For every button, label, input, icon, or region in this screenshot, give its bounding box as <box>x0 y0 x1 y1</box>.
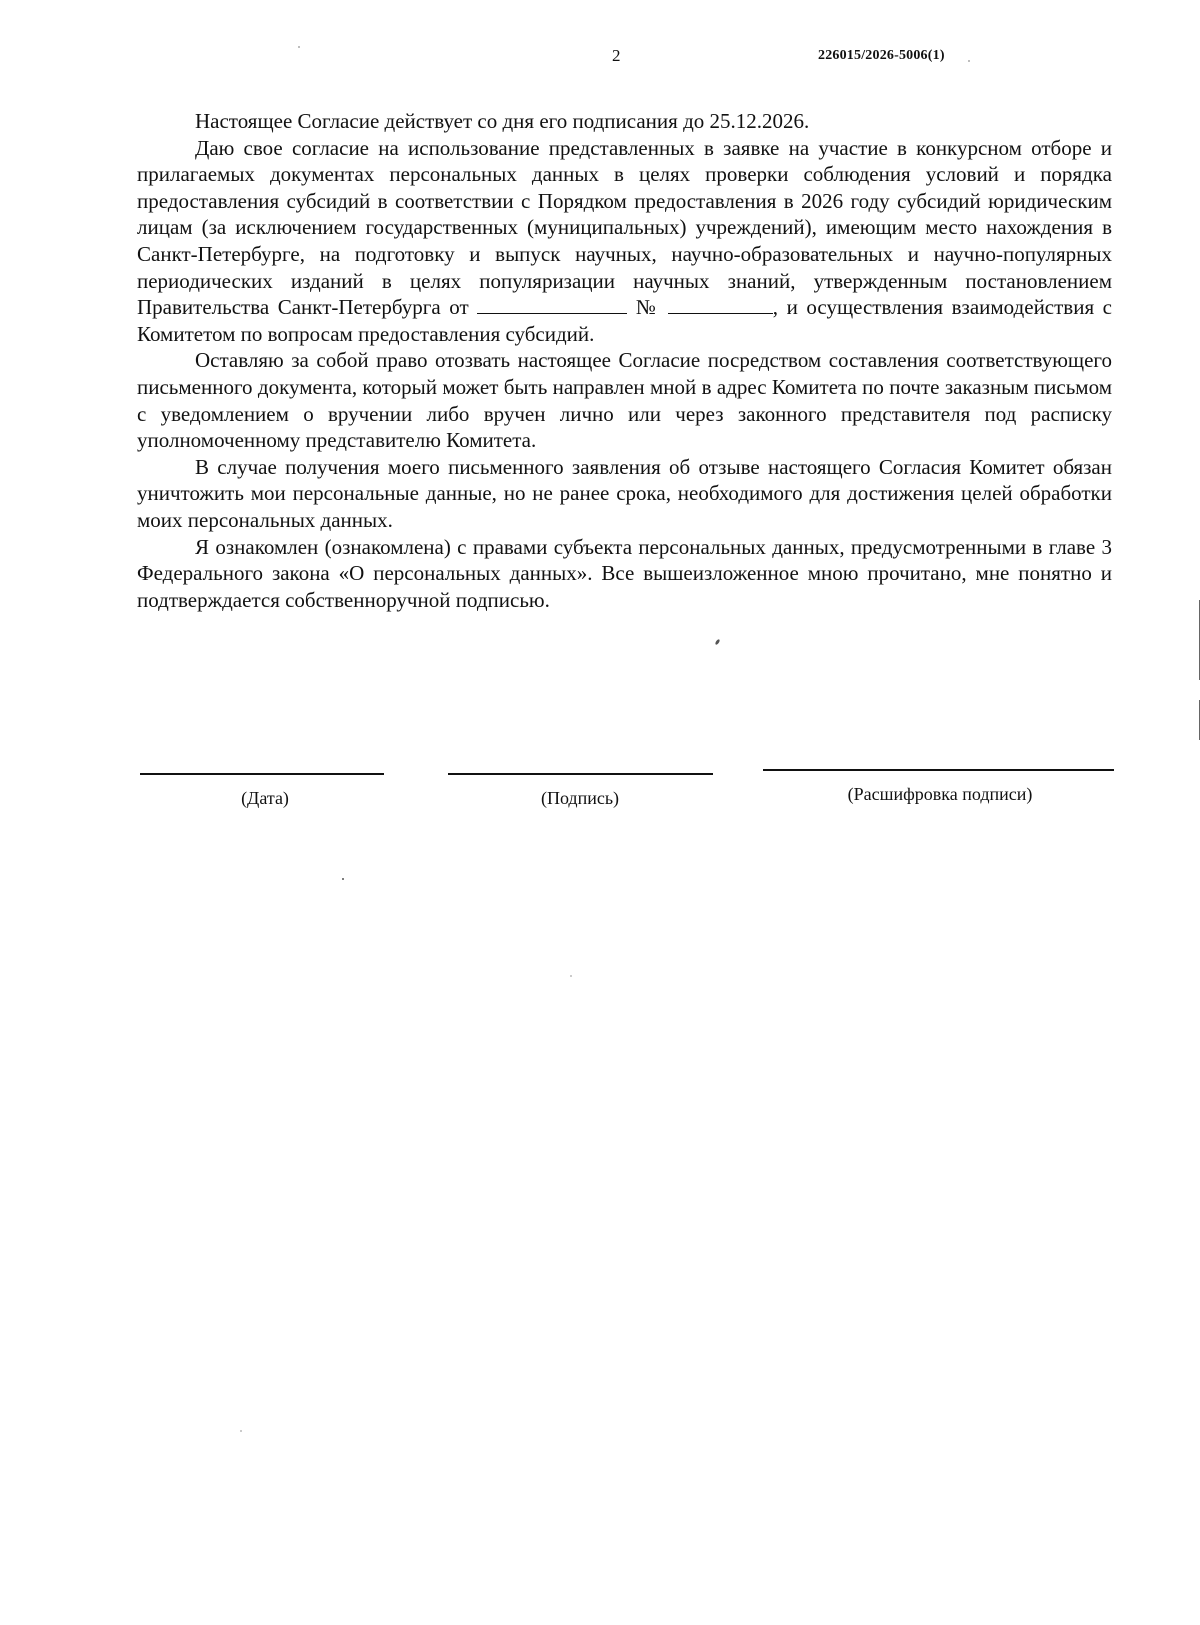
scan-speck <box>240 1430 242 1432</box>
validity-paragraph: Настоящее Согласие действует со дня его подписания до 25.12.2026. <box>195 109 810 133</box>
resolution-date-blank <box>477 295 627 314</box>
scan-speck <box>342 878 344 880</box>
consent-comma: , <box>772 295 778 320</box>
number-sign: № <box>635 295 660 320</box>
date-caption: (Дата) <box>241 788 289 808</box>
consent-text-part1: Даю свое согласие на использование представленных в заявке на участие в конкурсном отборе и прилагаемых документах персональных данных в целях проверки соблюдения условий и порядка предоставления субсидий в соответствии с Порядком предоставления в 2026 году субсидий юридическим лицам (за исключением государственных (муниципальных) учреждений), имеющим место нахождения в Санкт-Петербурге, на подготовку и выпуск научных, научно-образовательных и научно-популярных периодических изданий в целях популяризации научных знаний, утвержденным постановлением Правительства Санкт-Петербурга от <box>137 135 1112 320</box>
scan-speck <box>968 60 970 62</box>
consent-body <box>137 108 1112 613</box>
consent-text-part2: и осуществления взаимодействия с Комитетом по вопросам предоставления субсидий. <box>137 295 1113 346</box>
document-registration-number: 226015/2026-5006(1) <box>818 48 945 63</box>
signature-line <box>448 773 713 775</box>
date-line <box>140 773 384 775</box>
signature-decoding-line <box>763 769 1114 771</box>
pen-mark <box>715 639 721 646</box>
resolution-number-blank <box>668 295 773 314</box>
destruction-paragraph: В случае получения моего письменного заявления об отзыве настоящего Согласия Комитет обязан уничтожить мои персональные данные, но не ранее срока, необходимого для достижения целей обработки моих персональных данных. <box>137 454 1112 532</box>
consent-paragraph <box>137 135 1112 348</box>
acknowledgement-paragraph: Я ознакомлен (ознакомлена) с правами субъекта персональных данных, предусмотренными в главе 3 Федерального закона «О персональных данных». Все вышеизложенное мною прочитано, мне понятно и подтверждается собственноручной подписью. <box>137 534 1112 612</box>
scan-speck <box>570 975 572 977</box>
signature-decoding-caption: (Расшифровка подписи) <box>847 784 1033 804</box>
scan-speck <box>298 46 300 48</box>
revocation-paragraph: Оставляю за собой право отозвать настоящее Согласие посредством составления соответствующего письменного документа, который может быть направлен мной в адрес Комитета по почте заказным письмом с уведомлением о вручении либо вручен лично или через законного представителя под расписку уполномоченному представителю Комитета. <box>137 348 1112 453</box>
signature-caption: (Подпись) <box>540 788 620 808</box>
page-number: 2 <box>612 46 621 65</box>
